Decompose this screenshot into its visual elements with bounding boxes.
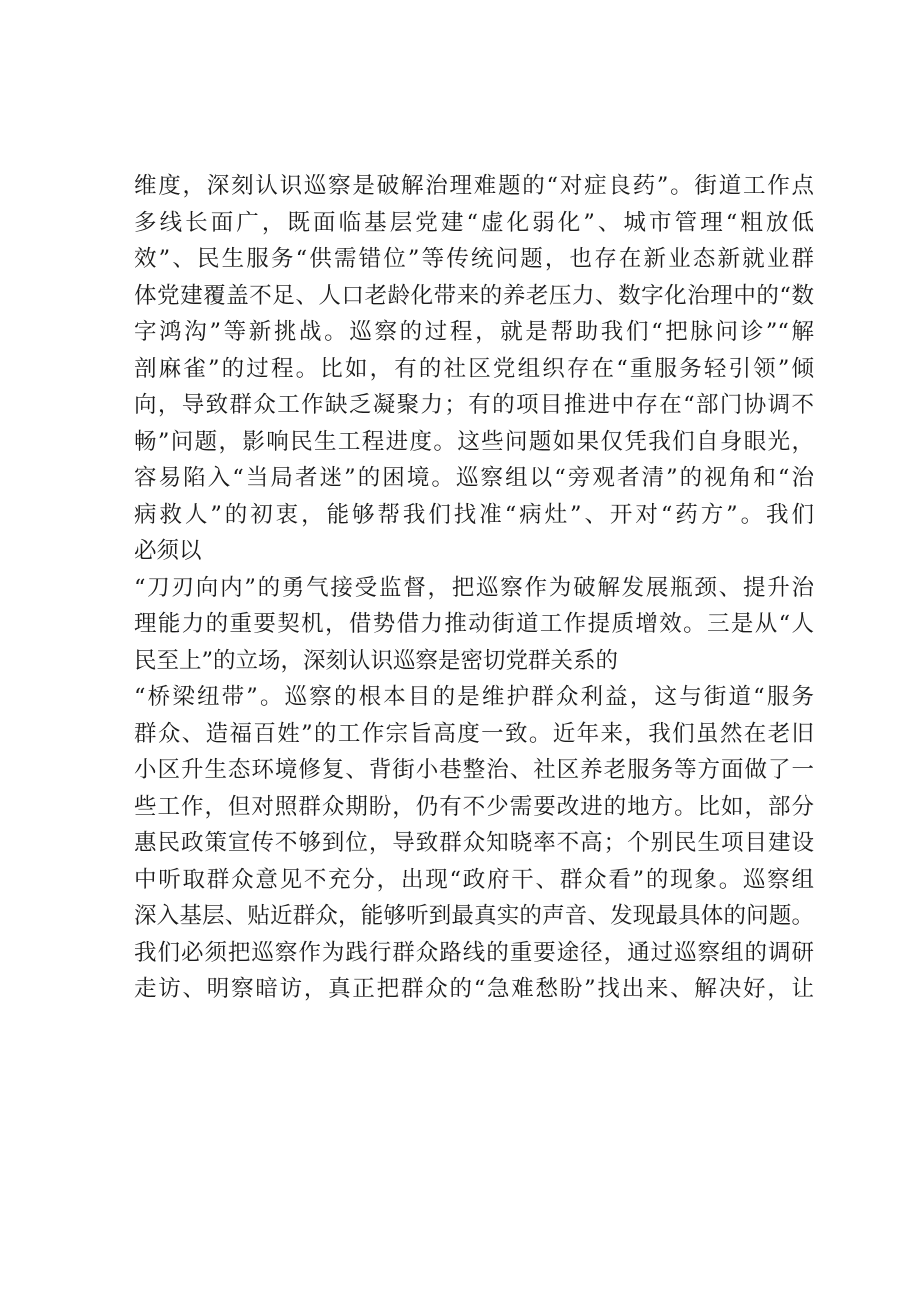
text-line: 畅”问题，影响民生工程进度。这些问题如果仅凭我们自身眼光， — [134, 428, 814, 455]
text-line: 民至上”的立场，深刻认识巡察是密切党群关系的 — [134, 647, 619, 674]
text-line: 向，导致群众工作缺乏凝聚力；有的项目推进中存在“部门协调不 — [134, 392, 814, 418]
text-line: 惠民政策宣传不够到位，导致群众知晓率不高；个别民生项目建设 — [134, 830, 814, 856]
text-line: 字鸿沟”等新挑战。巡察的过程，就是帮助我们“把脉问诊”“解 — [134, 319, 814, 345]
text-line: 理能力的重要契机，借势借力推动街道工作提质增效。三是从“人 — [134, 611, 814, 637]
text-line: 病救人”的初衷，能够帮我们找准“病灶”、开对“药方”。我们 — [134, 501, 814, 528]
text-line: 群众、造福百姓”的工作宗旨高度一致。近年来，我们虽然在老旧 — [134, 720, 814, 747]
text-line: 多线长面广，既面临基层党建“虚化弱化”、城市管理“粗放低 — [134, 209, 814, 236]
body-text — [134, 168, 814, 1008]
text-line: 些工作，但对照群众期盼，仍有不少需要改进的地方。比如，部分 — [134, 793, 814, 820]
text-line: 小区升生态环境修复、背街小巷整治、社区养老服务等方面做了一 — [134, 757, 814, 783]
text-line: 深入基层、贴近群众，能够听到最真实的声音、发现最具体的问题。 — [134, 903, 814, 929]
text-line: 效”、民生服务“供需错位”等传统问题，也存在新业态新就业群 — [134, 246, 814, 272]
text-line: 必须以 — [134, 538, 202, 564]
text-line: “桥梁纽带”。巡察的根本目的是维护群众利益，这与街道“服务 — [134, 684, 814, 710]
text-line: 体党建覆盖不足、人口老龄化带来的养老压力、数字化治理中的“数 — [134, 282, 814, 309]
text-line: 走访、明察暗访，真正把群众的“急难愁盼”找出来、解决好，让 — [134, 976, 814, 1002]
text-line: 剖麻雀”的过程。比如，有的社区党组织存在“重服务轻引领”倾 — [134, 355, 814, 382]
text-line: 容易陷入“当局者迷”的困境。巡察组以“旁观者清”的视角和“治 — [134, 465, 814, 491]
text-line: 维度，深刻认识巡察是破解治理难题的“对症良药”。街道工作点 — [134, 173, 814, 199]
text-line: 我们必须把巡察作为践行群众路线的重要途径，通过巡察组的调研 — [134, 939, 814, 966]
text-line: 中听取群众意见不充分，出现“政府干、群众看”的现象。巡察组 — [134, 866, 814, 893]
text-line: “刀刃向内”的勇气接受监督，把巡察作为破解发展瓶颈、提升治 — [134, 574, 814, 601]
